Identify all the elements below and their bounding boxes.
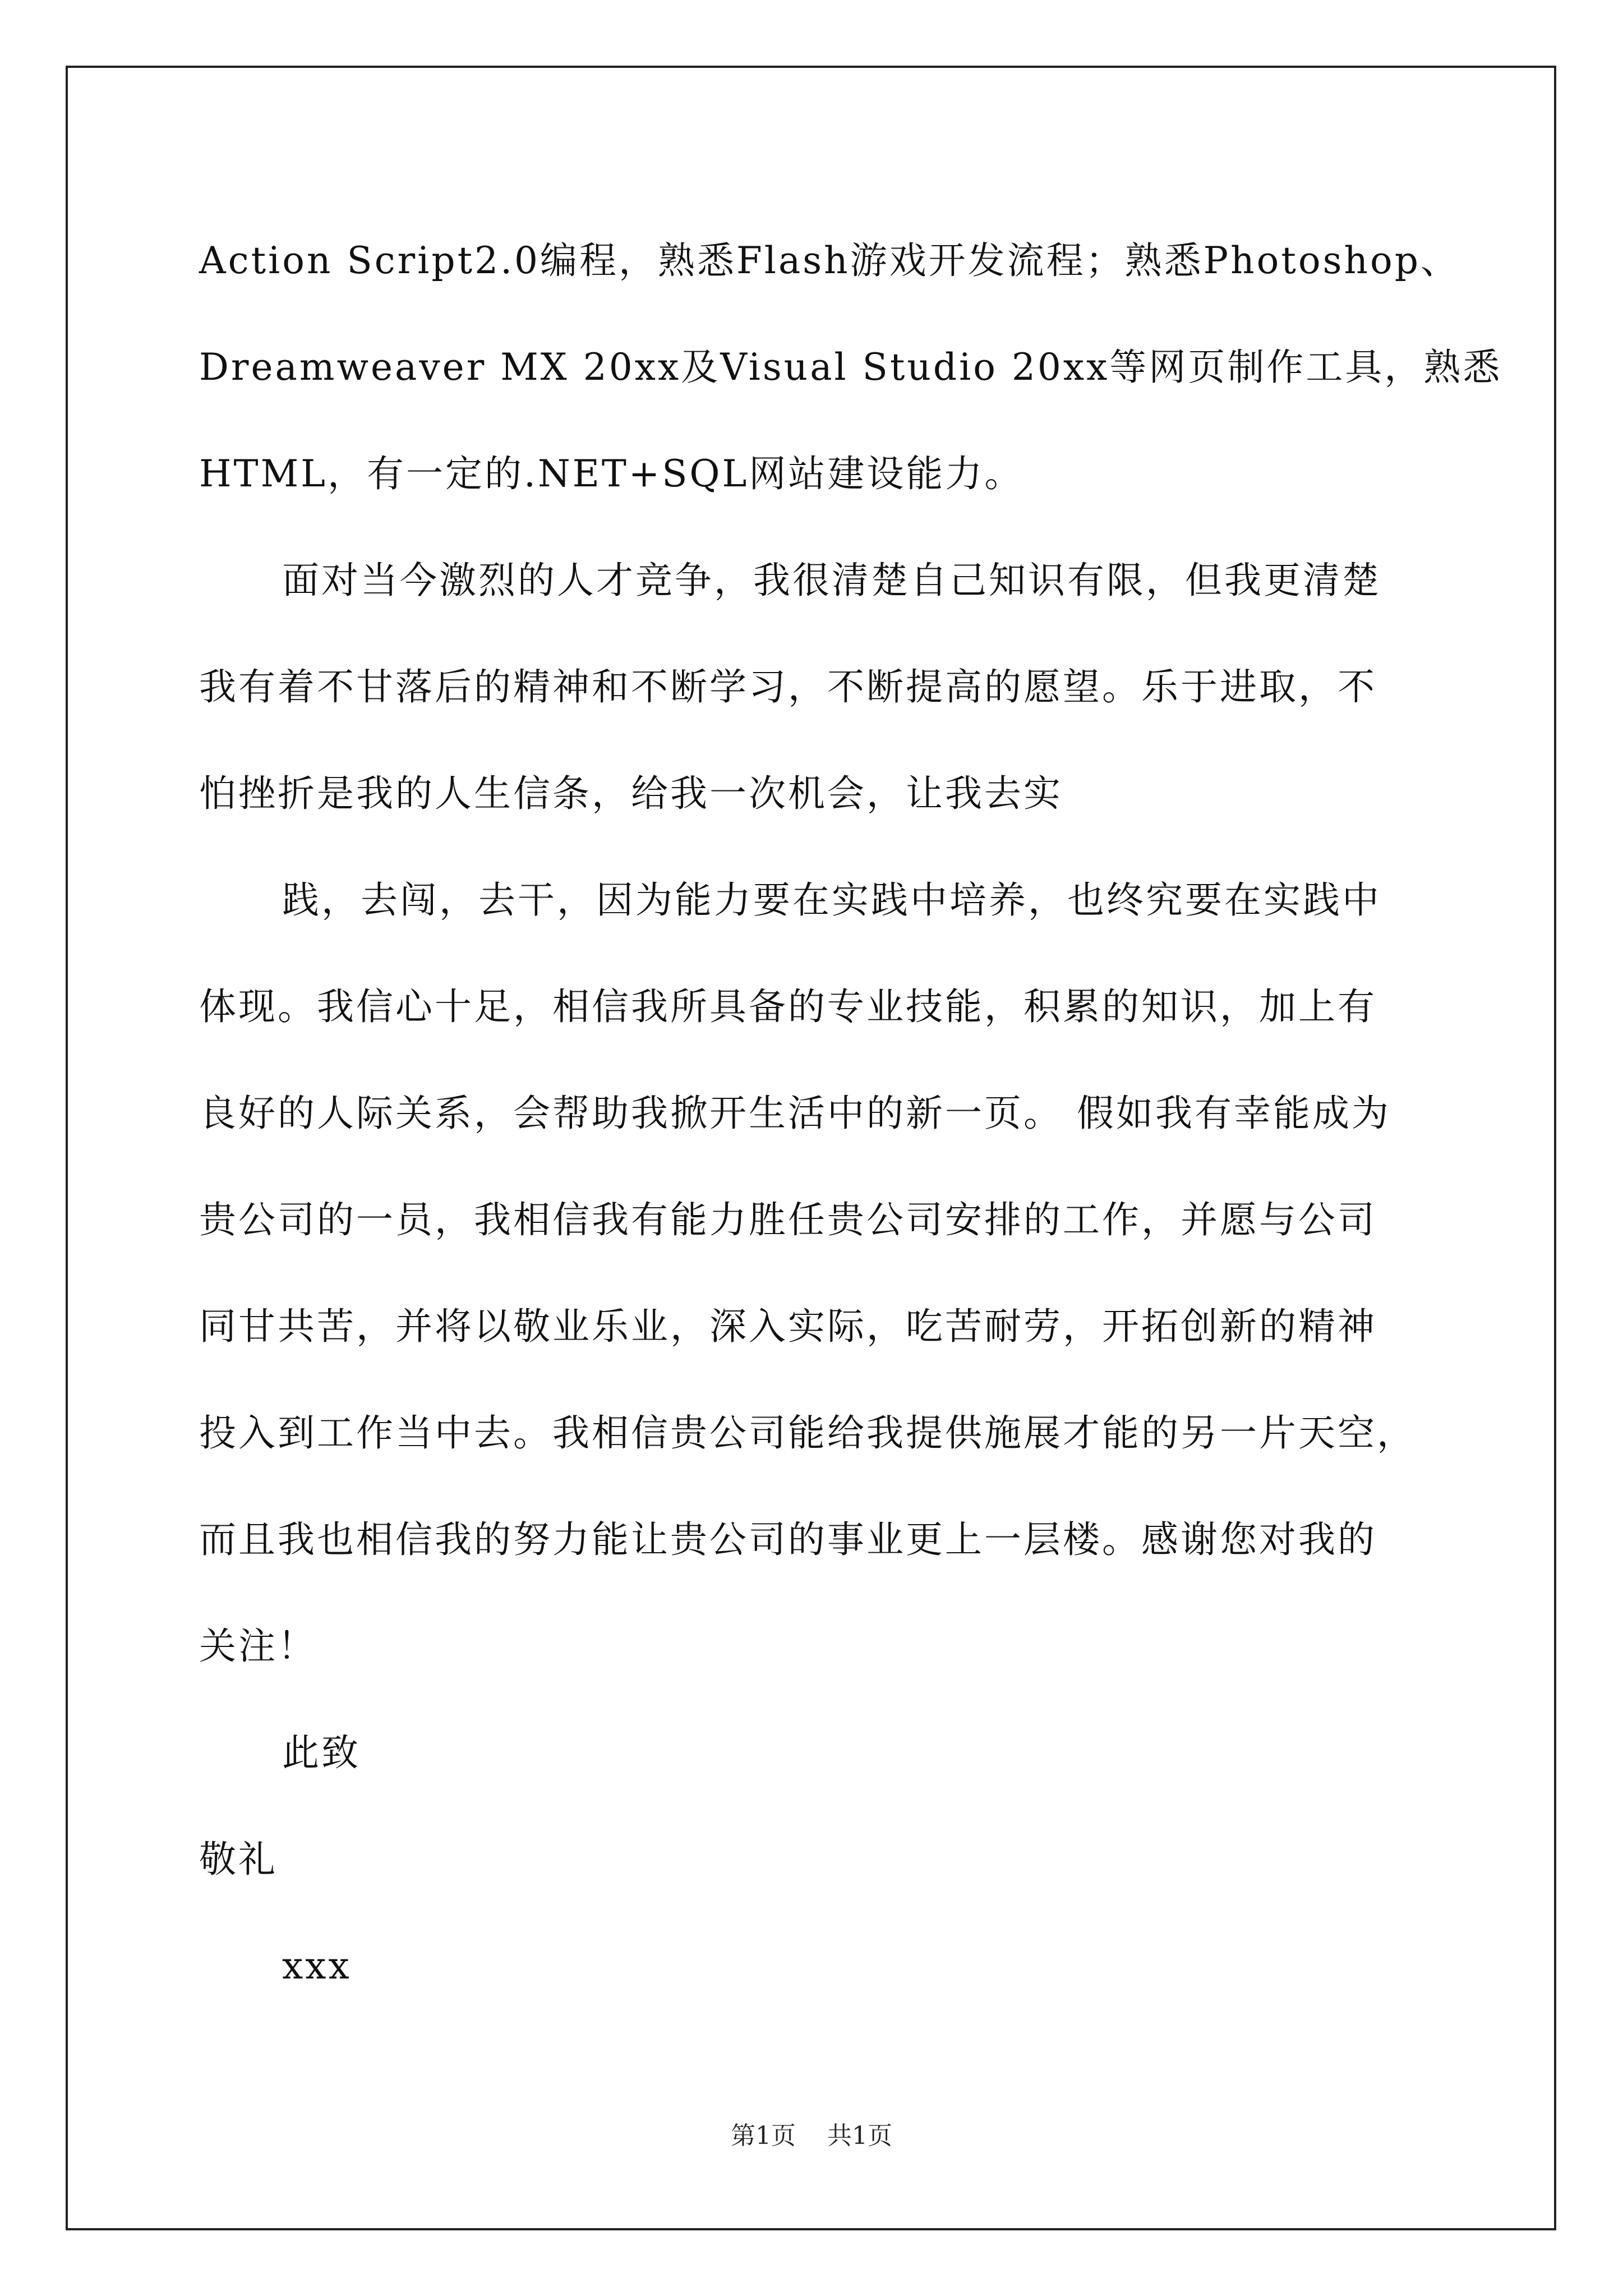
text-line: Dreamweaver MX 20xx及Visual Studio 20xx等网页制作工具，熟悉 <box>199 346 1502 389</box>
page-number-current: 第1页 <box>731 2122 796 2150</box>
text-line: 投入到工作当中去。我相信贵公司能给我提供施展才能的另一片天空， <box>199 1411 1416 1455</box>
paragraph-start-line: 面对当今激烈的人才竞争，我很清楚自己知识有限，但我更清楚 <box>282 559 1381 602</box>
text-line: 关注！ <box>199 1625 317 1668</box>
text-line: 体现。我信心十足，相信我所具备的专业技能，积累的知识，加上有 <box>199 985 1377 1028</box>
text-line: 我有着不甘落后的精神和不断学习，不断提高的愿望。乐于进取，不 <box>199 665 1377 708</box>
paragraph-start-line: 践，去闯，去干，因为能力要在实践中培养，也终究要在实践中 <box>282 878 1381 922</box>
document-body <box>199 208 1502 2019</box>
page-number-total: 共1页 <box>827 2122 892 2150</box>
text-line: 同甘共苦，并将以敬业乐业，深入实际，吃苦耐劳，开拓创新的精神 <box>199 1305 1377 1348</box>
closing-salutation: 此致 <box>282 1731 361 1774</box>
text-line: 良好的人际关系，会帮助我掀开生活中的新一页。 假如我有幸能成为 <box>199 1092 1391 1135</box>
text-line: 怕挫折是我的人生信条，给我一次机会，让我去实 <box>199 772 1063 815</box>
text-line: 而且我也相信我的努力能让贵公司的事业更上一层楼。感谢您对我的 <box>199 1518 1377 1561</box>
page-footer <box>0 2119 1623 2153</box>
text-line: Action Script2.0编程，熟悉Flash游戏开发流程；熟悉Photoshop、 <box>199 239 1460 282</box>
text-line: 贵公司的一员，我相信我有能力胜任贵公司安排的工作，并愿与公司 <box>199 1198 1377 1241</box>
signature-name: xxx <box>282 1944 352 1987</box>
text-line: HTML，有一定的.NET+SQL网站建设能力。 <box>199 452 1024 495</box>
closing-regards: 敬礼 <box>199 1838 278 1881</box>
